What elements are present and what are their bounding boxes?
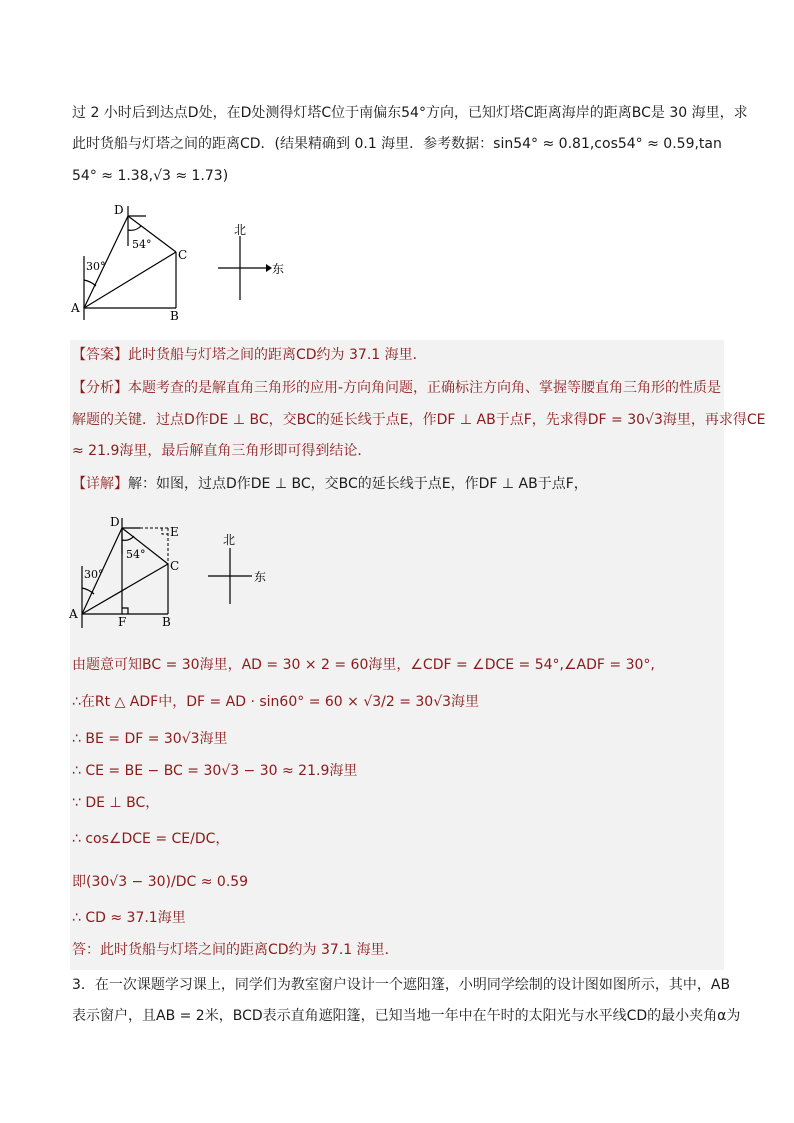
analysis-line-2: 解题的关键．过点D作DE ⊥ BC，交BC的延长线于点E，作DF ⊥ AB于点F，先求得DF = 30√3海里，再求得CE bbox=[72, 412, 766, 428]
compass-north-label: 北 bbox=[234, 223, 247, 237]
fig2-angle-54-label: 54° bbox=[126, 548, 146, 561]
answer-line bbox=[72, 345, 427, 365]
fig2-label-a: A bbox=[69, 607, 78, 621]
problem-line-1: 过 2 小时后到达点D处，在D处测得灯塔C位于南偏东54°方向，已知灯塔C距离海岸的距离BC是 30 海里，求 bbox=[72, 105, 748, 121]
step-7: 即(30√3 − 30)/DC ≈ 0.59 bbox=[72, 874, 249, 890]
fig2-label-f: F bbox=[118, 615, 127, 629]
angle-54-label: 54° bbox=[132, 238, 152, 251]
step-6: ∴ cos∠DCE = CE/DC， bbox=[72, 831, 230, 847]
problem-line-3: 54° ≈ 1.38,√3 ≈ 1.73) bbox=[72, 168, 229, 184]
analysis-tag: 【分析】 bbox=[72, 380, 128, 396]
problem-line-2: 此时货船与灯塔之间的距离CD．(结果精确到 0.1 海里．参考数据：sin54° ≈ 0.81,cos54° ≈ 0.59,tan bbox=[72, 136, 722, 152]
figure-2 bbox=[66, 508, 296, 632]
next-problem-line-2: 表示窗户，且AB = 2米，BCD表示直角遮阳篷，已知当地一年中在午时的太阳光与水平线CD的最小夹角α为 bbox=[72, 1008, 741, 1024]
fig2-label-b: B bbox=[162, 615, 171, 629]
analysis-line-3: ≈ 21.9海里，最后解直角三角形即可得到结论． bbox=[72, 443, 372, 459]
answer-tag: 【答案】 bbox=[72, 347, 128, 363]
label-c: C bbox=[178, 248, 188, 262]
analysis-line-1 bbox=[72, 378, 721, 398]
label-d: D bbox=[114, 203, 124, 217]
step-3: ∴ BE = DF = 30√3海里 bbox=[72, 731, 228, 747]
step-2: ∴在Rt △ ADF中，DF = AD · sin60° = 60 × √3/2 = 30√3海里 bbox=[72, 694, 480, 710]
compass-east-label: 东 bbox=[272, 262, 285, 276]
angle-30-label: 30° bbox=[86, 260, 106, 273]
label-a: A bbox=[71, 301, 80, 315]
fig2-angle-30-label: 30° bbox=[84, 568, 104, 581]
detail-tag: 【详解】 bbox=[72, 476, 128, 492]
fig2-compass-east-label: 东 bbox=[254, 570, 267, 584]
step-8: ∴ CD ≈ 37.1海里 bbox=[72, 910, 186, 926]
final-answer: 答：此时货船与灯塔之间的距离CD约为 37.1 海里． bbox=[72, 942, 399, 958]
step-1: 由题意可知BC = 30海里，AD = 30 × 2 = 60海里，∠CDF = ∠DCE = 54°,∠ADF = 30°, bbox=[72, 657, 655, 673]
answer-text: 此时货船与灯塔之间的距离CD约为 37.1 海里． bbox=[128, 347, 427, 363]
fig2-label-c: C bbox=[170, 559, 180, 573]
label-b: B bbox=[170, 309, 179, 323]
detail-line bbox=[72, 474, 588, 494]
fig2-compass-north-label: 北 bbox=[223, 533, 236, 547]
step-4: ∴ CE = BE − BC = 30√3 − 30 ≈ 21.9海里 bbox=[72, 763, 358, 779]
analysis-text-1: 本题考查的是解直角三角形的应用-方向角问题，正确标注方向角、掌握等腰直角三角形的性质是 bbox=[128, 380, 722, 396]
step-5: ∵ DE ⊥ BC， bbox=[72, 795, 160, 811]
next-problem-line-1: 3．在一次课题学习课上，同学们为教室窗户设计一个遮阳篷，小明同学绘制的设计图如图所示，其中，AB bbox=[72, 977, 731, 993]
detail-intro: 解：如图，过点D作DE ⊥ BC，交BC的延长线于点E，作DF ⊥ AB于点F， bbox=[128, 476, 588, 492]
fig2-label-d: D bbox=[110, 515, 120, 529]
figure-1 bbox=[66, 196, 296, 326]
fig2-label-e: E bbox=[170, 525, 179, 539]
